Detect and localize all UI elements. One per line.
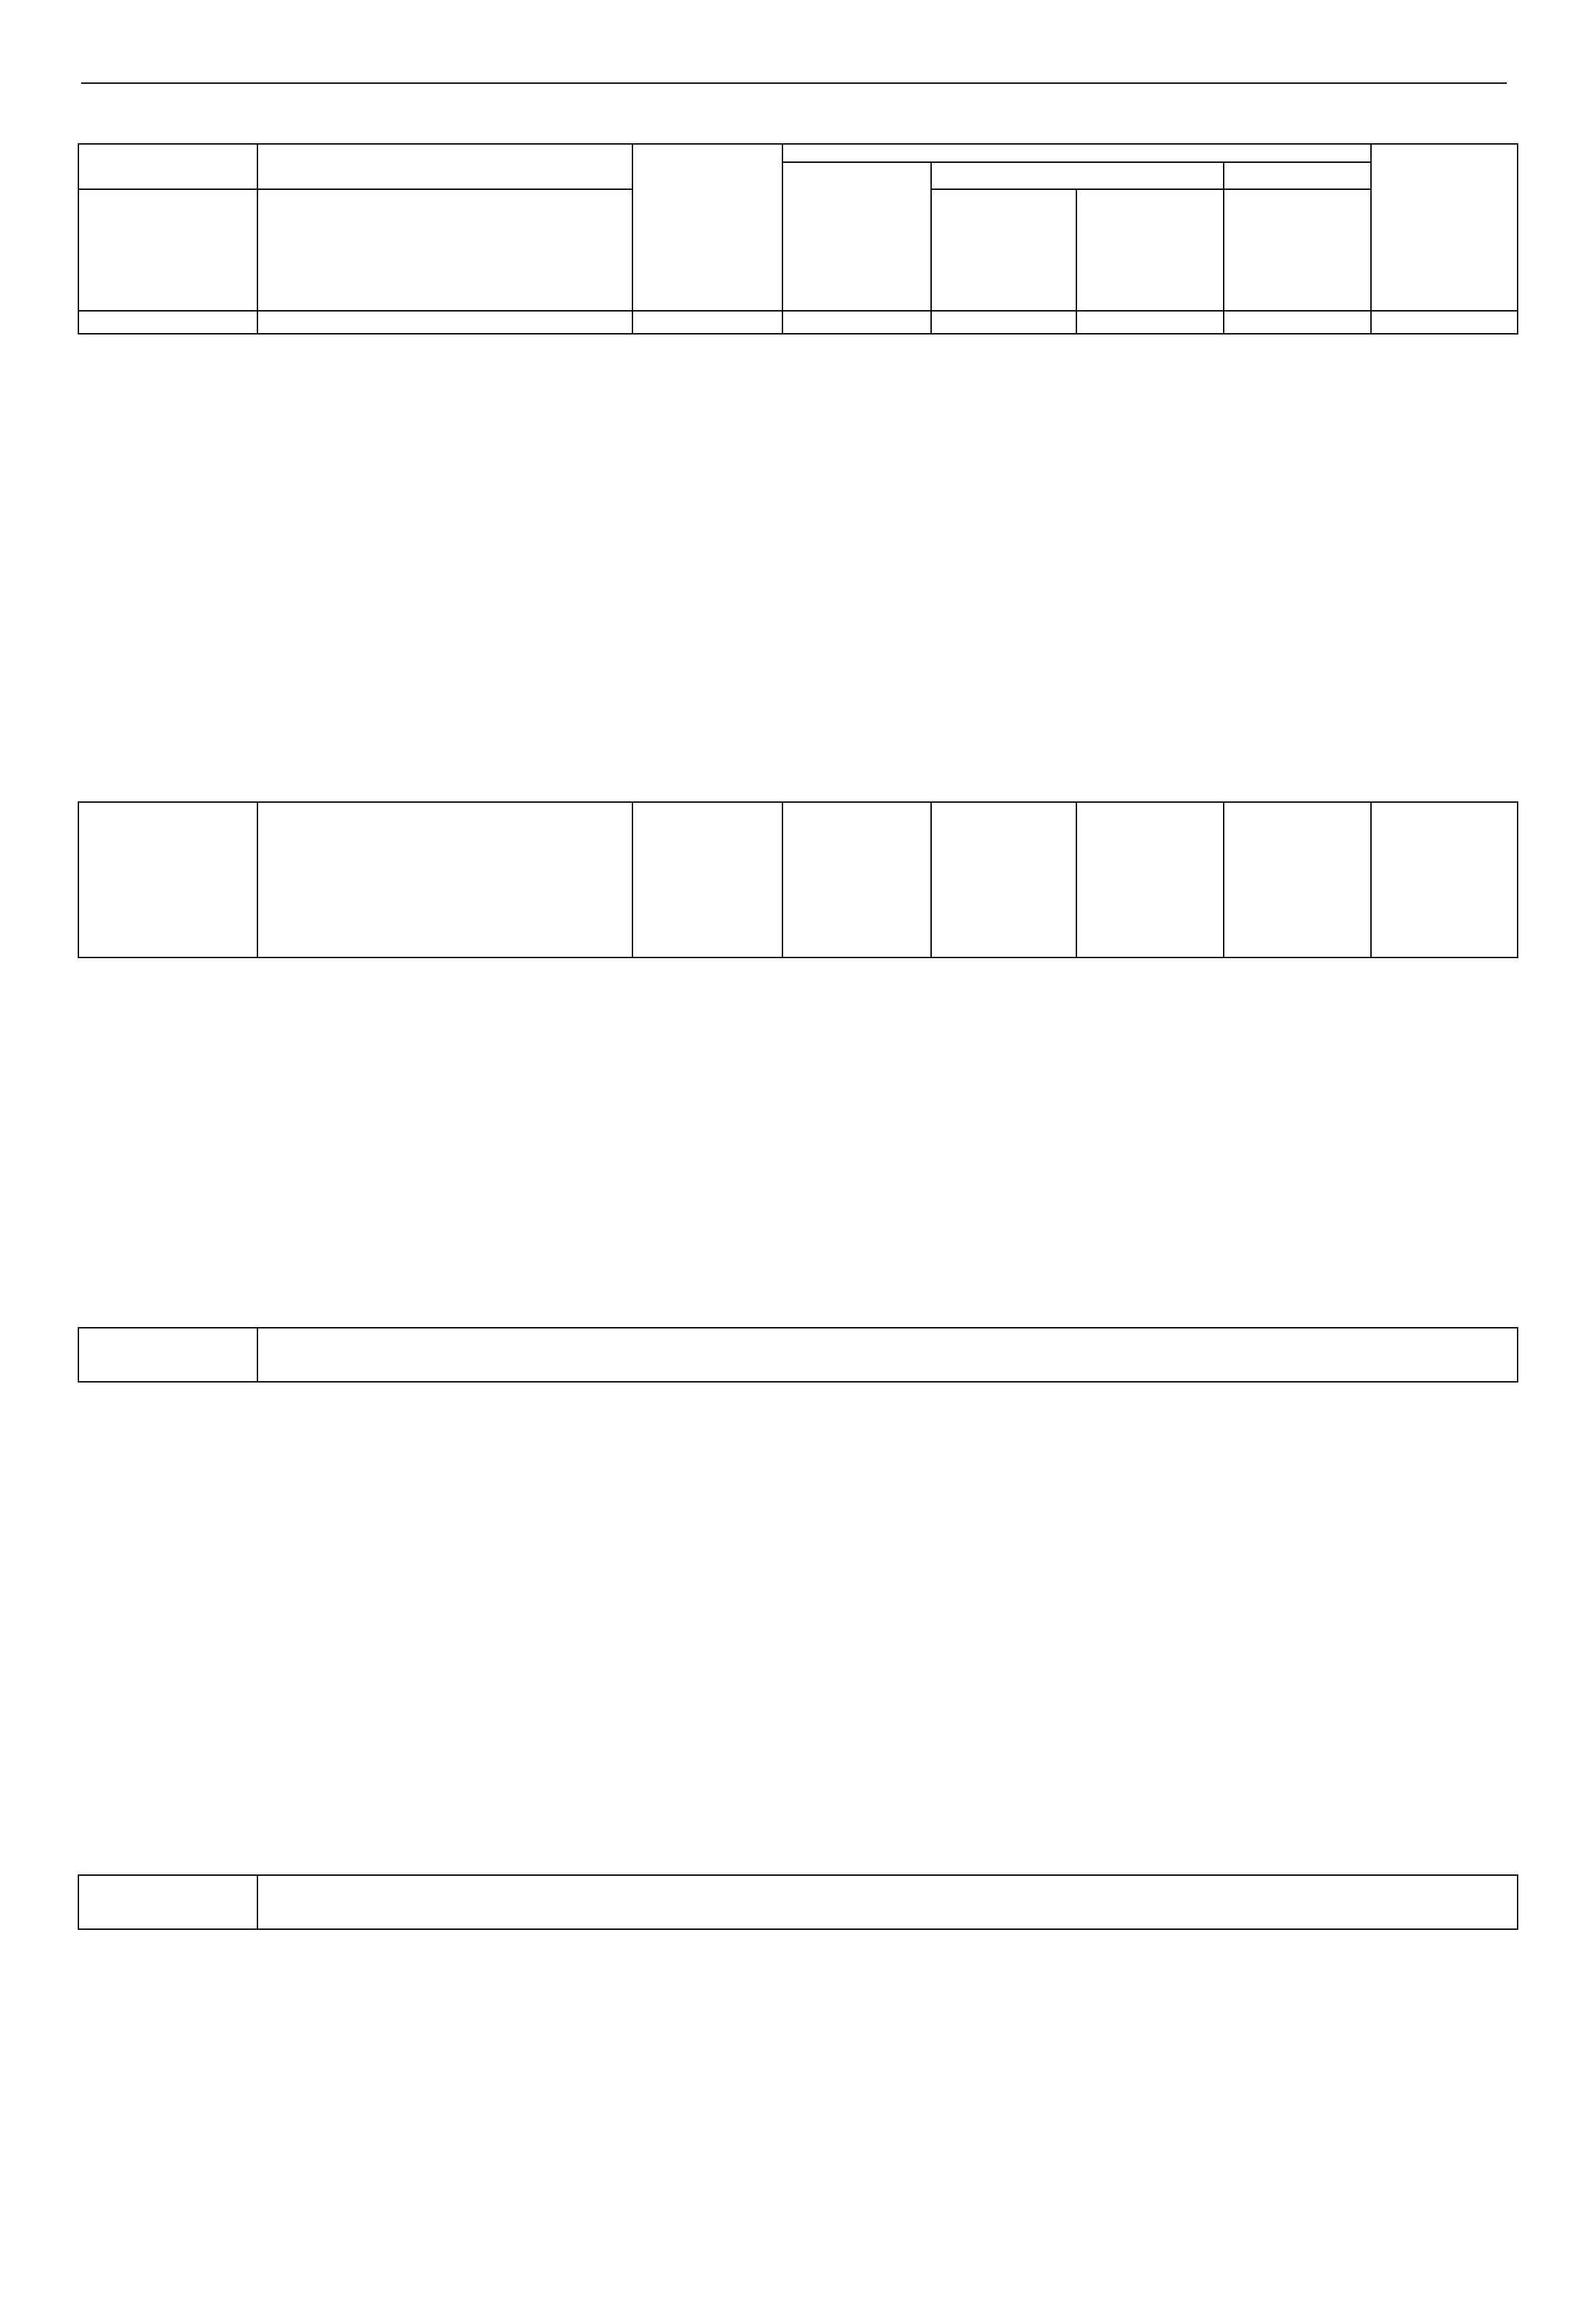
col-num [257,311,632,334]
col-num [632,311,782,334]
col-direct [632,144,782,311]
col-machines-total [931,189,1076,311]
col-num [1076,311,1224,334]
table-087 [78,1874,1518,1930]
col-num [1371,311,1518,334]
table-080 [78,801,1518,958]
machines [931,802,1076,957]
col-materials [1224,162,1371,189]
col-materials-consumption [1224,189,1371,311]
rate-name [257,802,632,957]
materials [1224,802,1371,957]
rate-code [78,802,257,957]
col-machinist-wages [1076,189,1224,311]
col-num [931,311,1076,334]
machinists [1076,802,1224,957]
col-num [782,311,931,334]
col-codes-top [78,144,257,189]
blank-cell [78,1328,257,1382]
blank-cell [78,1875,257,1929]
labor [1371,802,1518,957]
table-subheader [257,1328,1518,1382]
col-num [78,311,257,334]
col-num [1224,311,1371,334]
col-wages [782,162,931,311]
table-083 [78,1327,1518,1383]
col-labor [1371,144,1518,311]
wages [782,802,931,957]
column-header-table [78,143,1518,334]
col-name-top [257,144,632,189]
direct-cost [632,802,782,957]
page-header [81,76,1507,84]
col-machines [931,162,1224,189]
table-row [78,802,1518,957]
col-name-bottom [257,189,632,311]
col-codes-bottom [78,189,257,311]
col-including [782,144,1371,162]
table-subheader [257,1875,1518,1929]
